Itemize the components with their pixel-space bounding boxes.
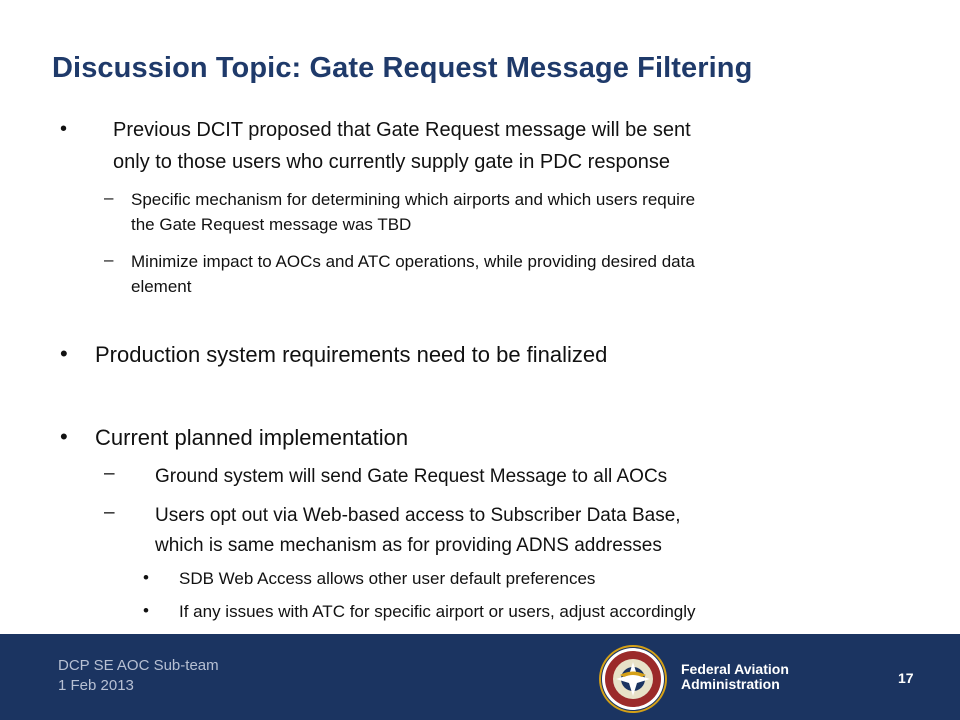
sub-bullet-text-line: Specific mechanism for determining which airports and which users require bbox=[131, 190, 696, 209]
sub-bullet-text-line: element bbox=[131, 277, 192, 296]
bullet-marker: • bbox=[60, 341, 68, 366]
footer-date: 1 Feb 2013 bbox=[58, 677, 134, 694]
bullet-marker: • bbox=[143, 568, 149, 587]
dash-marker: – bbox=[104, 250, 114, 269]
dash-marker: – bbox=[104, 502, 115, 523]
sub-sub-bullet-text: SDB Web Access allows other user default preferences bbox=[179, 569, 596, 588]
bullet-text: Current planned implementation bbox=[95, 425, 409, 450]
sub-bullet-text-line: which is same mechanism as for providing ADNS addresses bbox=[155, 535, 662, 556]
agency-line-2: Administration bbox=[681, 676, 780, 692]
sub-bullet-text-line: Minimize impact to AOCs and ATC operations, while providing desired data bbox=[131, 252, 695, 271]
footer-bar bbox=[0, 634, 960, 720]
bullet-text-line: only to those users who currently supply gate in PDC response bbox=[113, 151, 670, 173]
bullet-marker: • bbox=[60, 424, 68, 449]
bullet-text: Production system requirements need to be finalized bbox=[95, 342, 608, 367]
footer-team: DCP SE AOC Sub-team bbox=[58, 657, 219, 674]
slide-title: Discussion Topic: Gate Request Message Filtering bbox=[52, 52, 753, 84]
bullet-text-line: Previous DCIT proposed that Gate Request message will be sent bbox=[113, 119, 691, 141]
bullet-marker: • bbox=[143, 601, 149, 620]
agency-line-1: Federal Aviation bbox=[681, 661, 789, 677]
bullet-marker: • bbox=[60, 118, 68, 140]
sub-bullet-text-line: Users opt out via Web-based access to Subscriber Data Base, bbox=[155, 505, 681, 526]
dash-marker: – bbox=[104, 188, 114, 207]
dash-marker: – bbox=[104, 463, 115, 484]
sub-bullet-text-line: the Gate Request message was TBD bbox=[131, 215, 412, 234]
agency-name bbox=[681, 662, 789, 692]
sub-bullet-text-line: Ground system will send Gate Request Message to all AOCs bbox=[155, 466, 668, 487]
page-number: 17 bbox=[898, 670, 914, 686]
sub-sub-bullet-text: If any issues with ATC for specific airport or users, adjust accordingly bbox=[179, 602, 696, 621]
footer-meta bbox=[58, 656, 219, 696]
faa-seal-logo bbox=[598, 644, 668, 714]
